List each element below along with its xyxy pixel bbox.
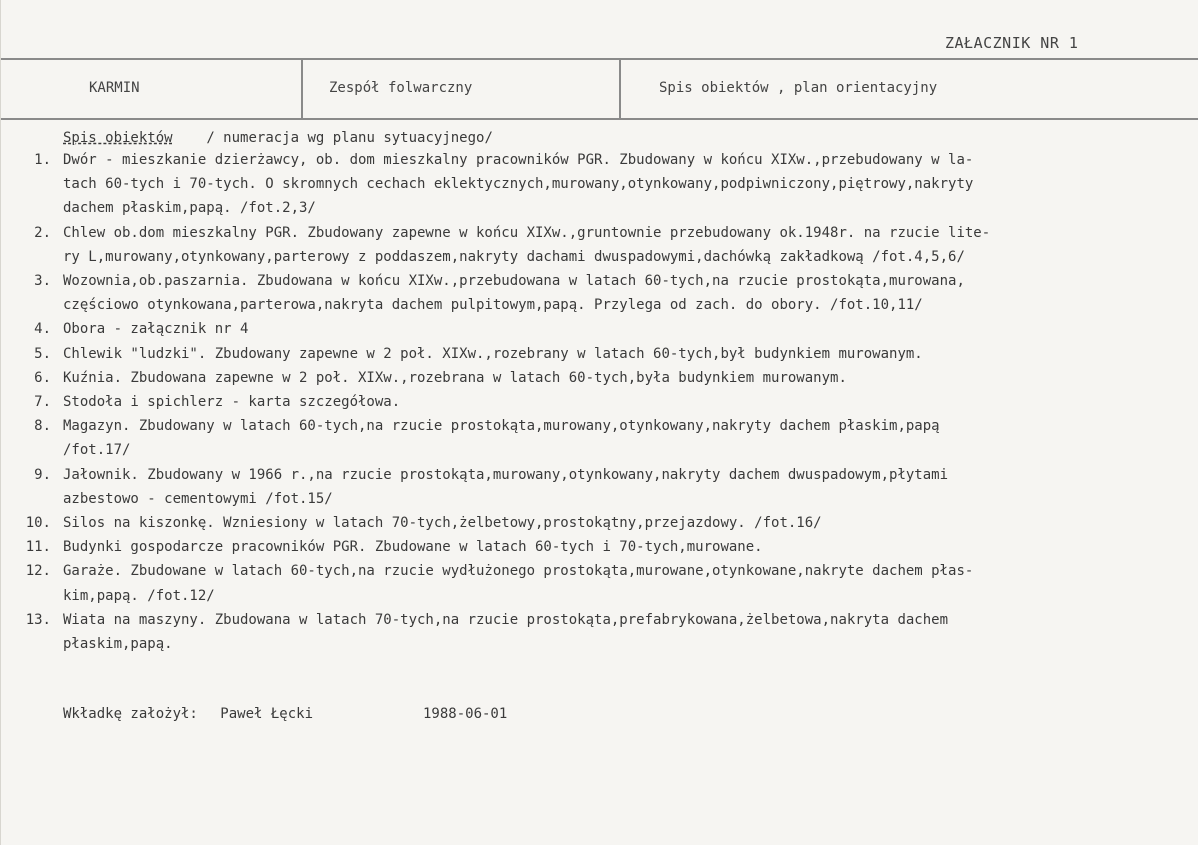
item-number: 9. bbox=[34, 466, 51, 483]
list-item bbox=[1, 370, 1198, 394]
list-item bbox=[1, 273, 1198, 321]
item-number: 1. bbox=[34, 152, 51, 168]
item-number: 10. bbox=[25, 515, 51, 531]
list-item bbox=[1, 346, 1198, 370]
header-complex: Zespół folwarczny bbox=[303, 60, 621, 118]
item-text-line: Stodoła i spichlerz - karta szczegółowa. bbox=[63, 394, 401, 410]
list-item bbox=[1, 515, 1198, 539]
list-item bbox=[1, 539, 1198, 563]
list-intro bbox=[63, 130, 493, 146]
item-number: 11. bbox=[25, 539, 51, 556]
item-number: 13. bbox=[25, 611, 51, 628]
list-item bbox=[1, 612, 1198, 660]
item-text-line: częściowo otynkowana,parterowa,nakryta dachem pulpitowym,papą. Przylega od zach. do obory. /fot.10,11/ bbox=[63, 297, 923, 314]
item-text-line: Dwór - mieszkanie dzierżawcy, ob. dom mieszkalny pracowników PGR. Zbudowany w końcu XIXw.,przebudowany w la- bbox=[63, 152, 974, 168]
item-text-line: Wiata na maszyny. Zbudowana w latach 70-tych,na rzucie prostokąta,prefabrykowana,żelbetowa,nakryta dachem bbox=[63, 611, 949, 628]
annex-label: ZAŁACZNIK NR 1 bbox=[945, 34, 1079, 52]
author-label: Wkładkę założył: bbox=[63, 706, 198, 722]
item-text-line: dachem płaskim,papą. /fot.2,3/ bbox=[63, 200, 316, 217]
list-heading: Spis obiektów bbox=[63, 130, 173, 146]
list-item bbox=[1, 321, 1198, 345]
record-date: 1988-06-01 bbox=[423, 706, 508, 722]
item-number: 7. bbox=[34, 394, 51, 410]
item-number: 8. bbox=[34, 418, 51, 435]
item-text-line: Garaże. Zbudowane w latach 60-tych,na rzucie wydłużonego prostokąta,murowane,otynkowane,nakryte dachem płas- bbox=[63, 563, 974, 580]
list-item bbox=[1, 152, 1198, 225]
item-text-line: Silos na kiszonkę. Wzniesiony w latach 70-tych,żelbetowy,prostokątny,przejazdowy. /fot.16/ bbox=[63, 515, 822, 531]
item-number: 2. bbox=[34, 224, 51, 241]
item-text-line: płaskim,papą. bbox=[63, 635, 173, 652]
list-note: / numeracja wg planu sytuacyjnego/ bbox=[206, 130, 493, 146]
item-text-line: Chlew ob.dom mieszkalny PGR. Zbudowany zapewne w końcu XIXw.,gruntownie przebudowany ok.1948r. na rzucie lite- bbox=[63, 224, 991, 241]
author-name: Paweł Łęcki bbox=[220, 706, 314, 722]
item-text-line: Chlewik "ludzki". Zbudowany zapewne w 2 poł. XIXw.,rozebrany w latach 60-tych,był budynkiem murowanym. bbox=[63, 345, 923, 362]
item-text-line: /fot.17/ bbox=[63, 442, 131, 459]
item-text-line: kim,papą. /fot.12/ bbox=[63, 587, 215, 604]
item-number: 3. bbox=[34, 273, 51, 289]
header-document: Spis obiektów , plan orientacyjny bbox=[659, 80, 938, 96]
item-text-line: azbestowo - cementowymi /fot.15/ bbox=[63, 490, 333, 507]
item-text-line: ry L,murowany,otynkowany,parterowy z poddaszem,nakryty dachami dwuspadowymi,dachówką zakładkową /fot.4,5,6/ bbox=[63, 248, 965, 265]
item-number: 5. bbox=[34, 345, 51, 362]
item-number: 6. bbox=[34, 369, 51, 386]
list-item bbox=[1, 467, 1198, 515]
list-item bbox=[1, 418, 1198, 466]
item-number: 12. bbox=[25, 563, 51, 580]
list-item bbox=[1, 225, 1198, 273]
list-item bbox=[1, 394, 1198, 418]
item-text-line: Wozownia,ob.paszarnia. Zbudowana w końcu XIXw.,przebudowana w latach 60-tych,na rzucie prostokąta,murowana, bbox=[63, 273, 965, 289]
item-text-line: Budynki gospodarcze pracowników PGR. Zbudowane w latach 60-tych i 70-tych,murowane. bbox=[63, 539, 763, 556]
item-text-line: Magazyn. Zbudowany w latach 60-tych,na rzucie prostokąta,murowany,otynkowany,nakryty dachem płaskim,papą bbox=[63, 418, 940, 435]
footer bbox=[63, 706, 508, 722]
item-text-line: tach 60-tych i 70-tych. O skromnych cechach eklektycznych,murowany,otynkowany,podpiwniczony,piętrowy,nakryty bbox=[63, 176, 974, 193]
item-number: 4. bbox=[34, 321, 51, 338]
item-text-line: Kuźnia. Zbudowana zapewne w 2 poł. XIXw.,rozebrana w latach 60-tych,była budynkiem murowanym. bbox=[63, 369, 847, 386]
list-item bbox=[1, 563, 1198, 611]
item-text-line: Jałownik. Zbudowany w 1966 r.,na rzucie prostokąta,murowany,otynkowany,nakryty dachem dwuspadowym,płytami bbox=[63, 466, 949, 483]
item-text-line: Obora - załącznik nr 4 bbox=[63, 321, 249, 338]
header-table bbox=[1, 58, 1198, 120]
header-place: KARMIN bbox=[1, 60, 303, 118]
